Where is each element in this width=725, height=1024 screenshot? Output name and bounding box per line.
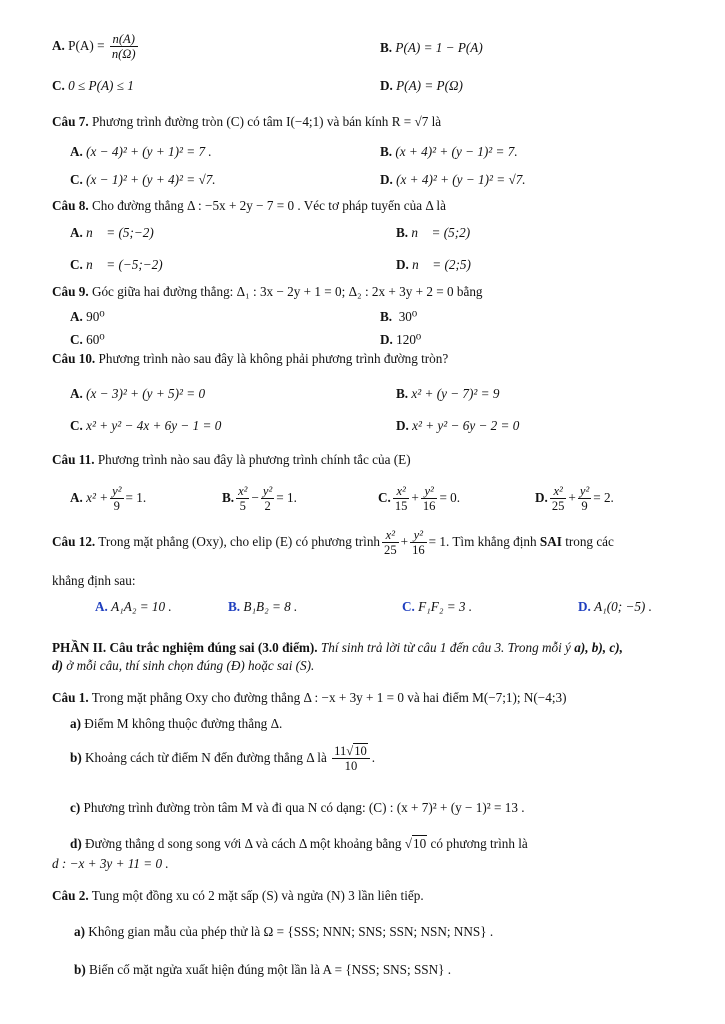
operator: − xyxy=(251,490,259,505)
question-number: Câu 2. xyxy=(52,888,89,903)
denominator: 25 xyxy=(384,543,397,558)
option-label: A. xyxy=(70,144,83,159)
question-7-stem xyxy=(52,114,441,129)
question-9-stem xyxy=(52,284,483,299)
option-label: A. xyxy=(70,309,83,324)
section-instructions-emph: d) xyxy=(52,658,63,673)
denominator: 10 xyxy=(344,759,358,774)
q6-option-a xyxy=(52,32,140,62)
question-text: Trong mặt phẳng (Oxy), cho elip (E) có phương trình xyxy=(98,534,381,549)
option-label: C. xyxy=(402,599,415,614)
question-text: khẳng định sau: xyxy=(52,573,136,588)
fraction xyxy=(578,484,591,514)
option-expression: x² + y² − 4x + 6y − 1 = 0 xyxy=(86,418,222,433)
question-number: Câu 11. xyxy=(52,452,95,467)
option-expression: P(A) = 1 − P(A) xyxy=(395,40,483,55)
option-expression: (x − 3)² + (y + 5)² = 0 xyxy=(86,386,206,401)
item-text: Phương trình đường tròn tâm M và đi qua N có dạng: (C) : (x + 7)² + (y − 1)² = 13 . xyxy=(83,800,525,815)
q6-option-c xyxy=(52,78,134,93)
part-2-heading-line2 xyxy=(52,658,314,673)
fraction xyxy=(110,484,123,514)
question-text-cont: Tìm khẳng định xyxy=(452,534,537,549)
option-expression: n⃗ = (−5;−2) xyxy=(86,257,163,272)
denominator: 16 xyxy=(412,543,425,558)
option-expression: P(A) = xyxy=(68,38,105,53)
option-expression: (x − 4)² + (y + 1)² = 7 . xyxy=(86,144,212,159)
option-expression: n⃗ = (5;−2) xyxy=(86,225,154,240)
item-text-tail: . xyxy=(371,750,376,765)
p2q1-item-a xyxy=(70,716,282,731)
option-label: C. xyxy=(52,78,65,93)
fraction xyxy=(410,528,427,558)
p2q2-item-b xyxy=(74,962,451,977)
q9-option-a xyxy=(70,309,105,324)
option-label: D. xyxy=(396,257,409,272)
fraction xyxy=(382,528,399,558)
part-2-heading xyxy=(52,640,623,655)
numerator: y² xyxy=(410,528,427,543)
option-label: C. xyxy=(70,418,83,433)
option-expression: (x + 4)² + (y − 1)² = √7. xyxy=(396,172,526,187)
numerator: x² xyxy=(550,484,567,499)
item-text: Điểm M không thuộc đường thẳng Δ. xyxy=(84,716,283,731)
option-label: C. xyxy=(70,257,83,272)
item-label: b) xyxy=(74,962,86,977)
option-label: D. xyxy=(380,172,393,187)
question-6-options-2 xyxy=(0,78,725,98)
option-expression: 60⁰ xyxy=(86,332,105,347)
q9-option-c xyxy=(70,332,105,347)
q7-option-c xyxy=(70,172,216,187)
q8-option-d xyxy=(396,257,471,272)
option-label: B. xyxy=(380,144,393,159)
p2q1-item-d xyxy=(70,836,528,851)
option-label: B. xyxy=(380,40,393,55)
q9-option-d xyxy=(380,332,421,347)
numerator: 11√10 xyxy=(332,744,370,759)
coefficient: 11 xyxy=(334,744,347,758)
fraction xyxy=(421,484,438,514)
q7-option-a xyxy=(70,144,212,159)
denominator: n(Ω) xyxy=(111,47,136,62)
denominator: 2 xyxy=(264,499,271,514)
numerator: n(A) xyxy=(110,32,138,47)
numerator: x² xyxy=(382,528,399,543)
q11-option-b xyxy=(222,484,297,514)
option-label: A. xyxy=(70,490,83,505)
fraction xyxy=(550,484,567,514)
fraction xyxy=(110,32,138,62)
option-expression: n⃗ = (2;5) xyxy=(412,257,471,272)
question-12-stem-line2 xyxy=(52,573,136,588)
q6-option-b xyxy=(380,40,483,55)
option-label: D. xyxy=(535,490,548,505)
operator: + xyxy=(411,490,419,505)
option-label: B. xyxy=(396,225,409,240)
q8-option-b xyxy=(396,225,470,240)
p2q1-item-b xyxy=(70,744,375,774)
q11-option-c xyxy=(378,484,460,514)
q8-option-a xyxy=(70,225,154,240)
denominator: 9 xyxy=(113,499,120,514)
item-label: b) xyxy=(70,750,82,765)
option-expression: B₁B₂ = 8 . xyxy=(243,599,298,614)
denominator: 25 xyxy=(551,499,565,514)
section-heading: PHẦN II. Câu trắc nghiệm đúng sai (3.0 điểm). xyxy=(52,640,318,655)
q8-option-c xyxy=(70,257,163,272)
denominator: 16 xyxy=(422,499,436,514)
question-number: Câu 10. xyxy=(52,351,96,366)
numerator: y² xyxy=(112,484,122,498)
question-text-cont: trong các xyxy=(565,534,614,549)
operator: + xyxy=(568,490,576,505)
question-text: Cho đường thẳng Δ : −5x + 2y − 7 = 0 . Véc tơ pháp tuyến của Δ là xyxy=(91,198,446,213)
item-label: a) xyxy=(70,716,81,731)
option-label: C. xyxy=(70,332,83,347)
option-expression: (x + 4)² + (y − 1)² = 7. xyxy=(395,144,518,159)
option-label: B. xyxy=(396,386,409,401)
q11-option-a xyxy=(70,484,146,514)
question-6-options xyxy=(0,26,725,82)
section-instructions: ở mỗi câu, thí sinh chọn đúng (Đ) hoặc sai (S). xyxy=(66,658,315,673)
q10-option-c xyxy=(70,418,221,433)
item-label: d) xyxy=(70,836,82,851)
option-expression: x² + xyxy=(86,490,109,505)
radicand: 10 xyxy=(354,744,367,758)
question-text: Phương trình nào sau đây là phương trình chính tắc của (E) xyxy=(97,452,411,467)
p2q1-item-d-line2 xyxy=(52,856,169,871)
option-expression: (x − 1)² + (y + 4)² = √7. xyxy=(86,172,216,187)
option-expression: 30⁰ xyxy=(398,309,418,324)
option-expression: 120⁰ xyxy=(396,332,422,347)
question-number: Câu 7. xyxy=(52,114,89,129)
option-label: A. xyxy=(52,38,65,53)
q12-option-b xyxy=(228,599,297,614)
numerator: x² xyxy=(393,484,410,499)
option-expression-tail: = 1. xyxy=(276,490,297,505)
item-text: Khoảng cách từ điểm N đến đường thẳng Δ là xyxy=(85,750,327,765)
question-text: Góc giữa hai đường thẳng: Δ₁ : 3x − 2y + 1 = 0; Δ₂ : 2x + 3y + 2 = 0 bằng xyxy=(91,284,483,299)
section-instructions-emph: a), b), c), xyxy=(574,640,623,655)
question-text: Phương trình đường tròn (C) có tâm I(−4;1) và bán kính R = √7 là xyxy=(91,114,442,129)
square-root: √10 xyxy=(404,836,427,851)
numerator: x² xyxy=(238,484,248,498)
option-label: C. xyxy=(378,490,391,505)
option-expression: A₁(0; −5) . xyxy=(594,599,652,614)
q11-option-d xyxy=(535,484,614,514)
q6-option-d xyxy=(380,78,463,93)
radicand: 10 xyxy=(413,836,427,851)
question-11-stem xyxy=(52,452,411,467)
option-expression: x² + (y − 7)² = 9 xyxy=(411,386,500,401)
q9-option-b xyxy=(380,309,417,324)
option-label: A. xyxy=(70,386,83,401)
emphasis-word: SAI xyxy=(539,534,562,549)
option-expression: x² + y² − 6y − 2 = 0 xyxy=(412,418,520,433)
q7-option-d xyxy=(380,172,526,187)
numerator: y² xyxy=(579,484,590,498)
item-text: Đường thẳng d song song với Δ và cách Δ một khoảng bằng xyxy=(85,836,402,851)
option-label: C. xyxy=(70,172,83,187)
option-label: B. xyxy=(222,490,235,505)
option-label: D. xyxy=(578,599,591,614)
p2-question-1-stem xyxy=(52,690,566,705)
item-text: Không gian mẫu của phép thử là Ω = {SSS; NNN; SNS; SSN; NSN; NNS} . xyxy=(88,924,494,939)
question-text: Phương trình nào sau đây là không phải phương trình đường tròn? xyxy=(98,351,449,366)
section-instructions: Thí sinh trả lời từ câu 1 đến câu 3. Trong mỗi ý xyxy=(320,640,571,655)
option-label: D. xyxy=(380,332,393,347)
denominator: 9 xyxy=(581,499,588,514)
p2q1-item-c xyxy=(70,800,525,815)
option-expression: P(A) = P(Ω) xyxy=(396,78,463,93)
equation-tail: = 1. xyxy=(428,534,450,549)
option-expression: 0 ≤ P(A) ≤ 1 xyxy=(68,78,134,93)
q10-option-d xyxy=(396,418,519,433)
q12-option-c xyxy=(402,599,472,614)
q12-option-d xyxy=(578,599,652,614)
option-label: D. xyxy=(380,78,393,93)
denominator: 15 xyxy=(394,499,408,514)
option-expression: F₁F₂ = 3 . xyxy=(418,599,473,614)
q10-option-b xyxy=(396,386,499,401)
numerator: y² xyxy=(421,484,438,499)
item-text: Biến cố mặt ngửa xuất hiện đúng một lần là A = {NSS; SNS; SSN} . xyxy=(89,962,452,977)
q12-option-a xyxy=(95,599,172,614)
fraction xyxy=(261,484,274,514)
question-8-stem xyxy=(52,198,446,213)
fraction xyxy=(236,484,249,514)
item-label: a) xyxy=(74,924,85,939)
p2q2-item-a xyxy=(74,924,493,939)
q10-option-a xyxy=(70,386,205,401)
question-number: Câu 1. xyxy=(52,690,89,705)
question-text: Trong mặt phẳng Oxy cho đường thẳng Δ : −x + 3y + 1 = 0 và hai điểm M(−7;1); N(−4;3) xyxy=(91,690,567,705)
option-expression: n⃗ = (5;2) xyxy=(411,225,471,240)
option-label: A. xyxy=(95,599,108,614)
fraction xyxy=(332,744,370,774)
fraction xyxy=(393,484,410,514)
item-label: c) xyxy=(70,800,81,815)
numerator: y² xyxy=(262,484,273,498)
question-number: Câu 9. xyxy=(52,284,89,299)
option-label: B. xyxy=(228,599,241,614)
option-label: A. xyxy=(70,225,83,240)
item-text-tail: có phương trình là xyxy=(430,836,528,851)
q7-option-b xyxy=(380,144,518,159)
question-10-stem xyxy=(52,351,448,366)
question-12-stem xyxy=(52,528,614,558)
option-expression-tail: = 2. xyxy=(593,490,614,505)
option-expression-tail: = 1. xyxy=(125,490,147,505)
option-expression-tail: = 0. xyxy=(439,490,461,505)
option-expression: A₁A₂ = 10 . xyxy=(111,599,172,614)
operator: + xyxy=(400,534,409,549)
option-label: D. xyxy=(396,418,409,433)
question-text: Tung một đồng xu có 2 mặt sấp (S) và ngửa (N) 3 lần liên tiếp. xyxy=(91,888,424,903)
item-text: d : −x + 3y + 11 = 0 . xyxy=(52,856,169,871)
option-label: B. xyxy=(380,309,393,324)
p2-question-2-stem xyxy=(52,888,424,903)
question-number: Câu 8. xyxy=(52,198,89,213)
question-number: Câu 12. xyxy=(52,534,96,549)
option-expression: 90⁰ xyxy=(86,309,105,324)
denominator: 5 xyxy=(239,499,246,514)
